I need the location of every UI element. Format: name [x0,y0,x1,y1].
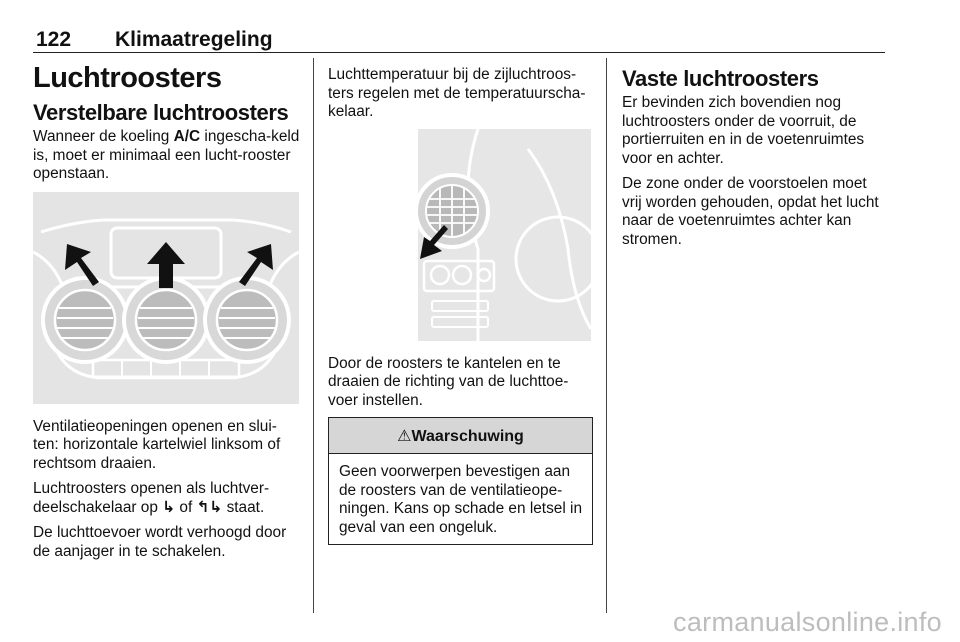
subsection-title-fixed-vents: Vaste luchtroosters [622,66,819,91]
subsection-title: Verstelbare luchtroosters [33,100,289,125]
adjustable-vents-illustration [33,192,299,404]
paragraph-seat-zone: De zone onder de voorstoelen moet vrij worden gehouden, opdat het lucht naar de voetenruimtes achter kan stromen. [622,175,879,248]
paragraph-open-close: Ventilatieopeningen openen en slui-ten: horizontale kartelwiel linksom of rechtsom draaien. [33,417,281,472]
column-middle [328,60,593,545]
column-left [33,60,301,568]
side-vent-illustration [328,129,591,341]
paragraph-direction: Door de roosters te kantelen en te draaien de richting van de luchttoe-voer instellen. [328,354,569,409]
paragraph-distribution: Luchtroosters openen als luchtver-deelschakelaar op ↳ of ↰↳ staat. [33,480,270,516]
air-distribution-panel-floor-icon: ↰↳ [196,498,223,516]
warning-box [328,417,593,545]
paragraph-blower: De luchttoevoer wordt verhoogd door de aanjager in te schakelen. [33,524,287,560]
column-divider-1 [313,58,314,613]
running-title: Klimaatregeling [115,28,273,51]
warning-title: Waarschuwing [411,428,524,445]
ac-label: A/C [173,128,201,145]
warning-body [329,454,592,544]
page-number: 122 [36,28,72,51]
column-right [622,60,890,256]
section-title: Luchtroosters [33,62,222,94]
watermark-text: carmanualsonline.info [673,607,942,637]
page-header [33,26,885,53]
paragraph-fixed-vents: Er bevinden zich bovendien nog luchtroosters onder de voorruit, de portierruiten en in de voetenruimtes voor en achter. [622,94,865,167]
paragraph-ac: Wanneer de koeling A/C ingescha-keld is, moet er minimaal een lucht-rooster openstaan. [33,128,300,182]
warning-header [329,418,592,454]
air-distribution-panel-icon: ↳ [162,498,176,516]
column-divider-2 [606,58,607,613]
paragraph-side-vents: Luchttemperatuur bij de zijluchtroos-ters regelen met de temperatuurscha-kelaar. [328,66,586,120]
warning-text: Geen voorwerpen bevestigen aan de roosters van de ventilatieope-ningen. Kans op schade en letsel in geval van een ongeluk. [339,463,583,536]
warning-triangle-icon: ⚠ [397,428,412,445]
